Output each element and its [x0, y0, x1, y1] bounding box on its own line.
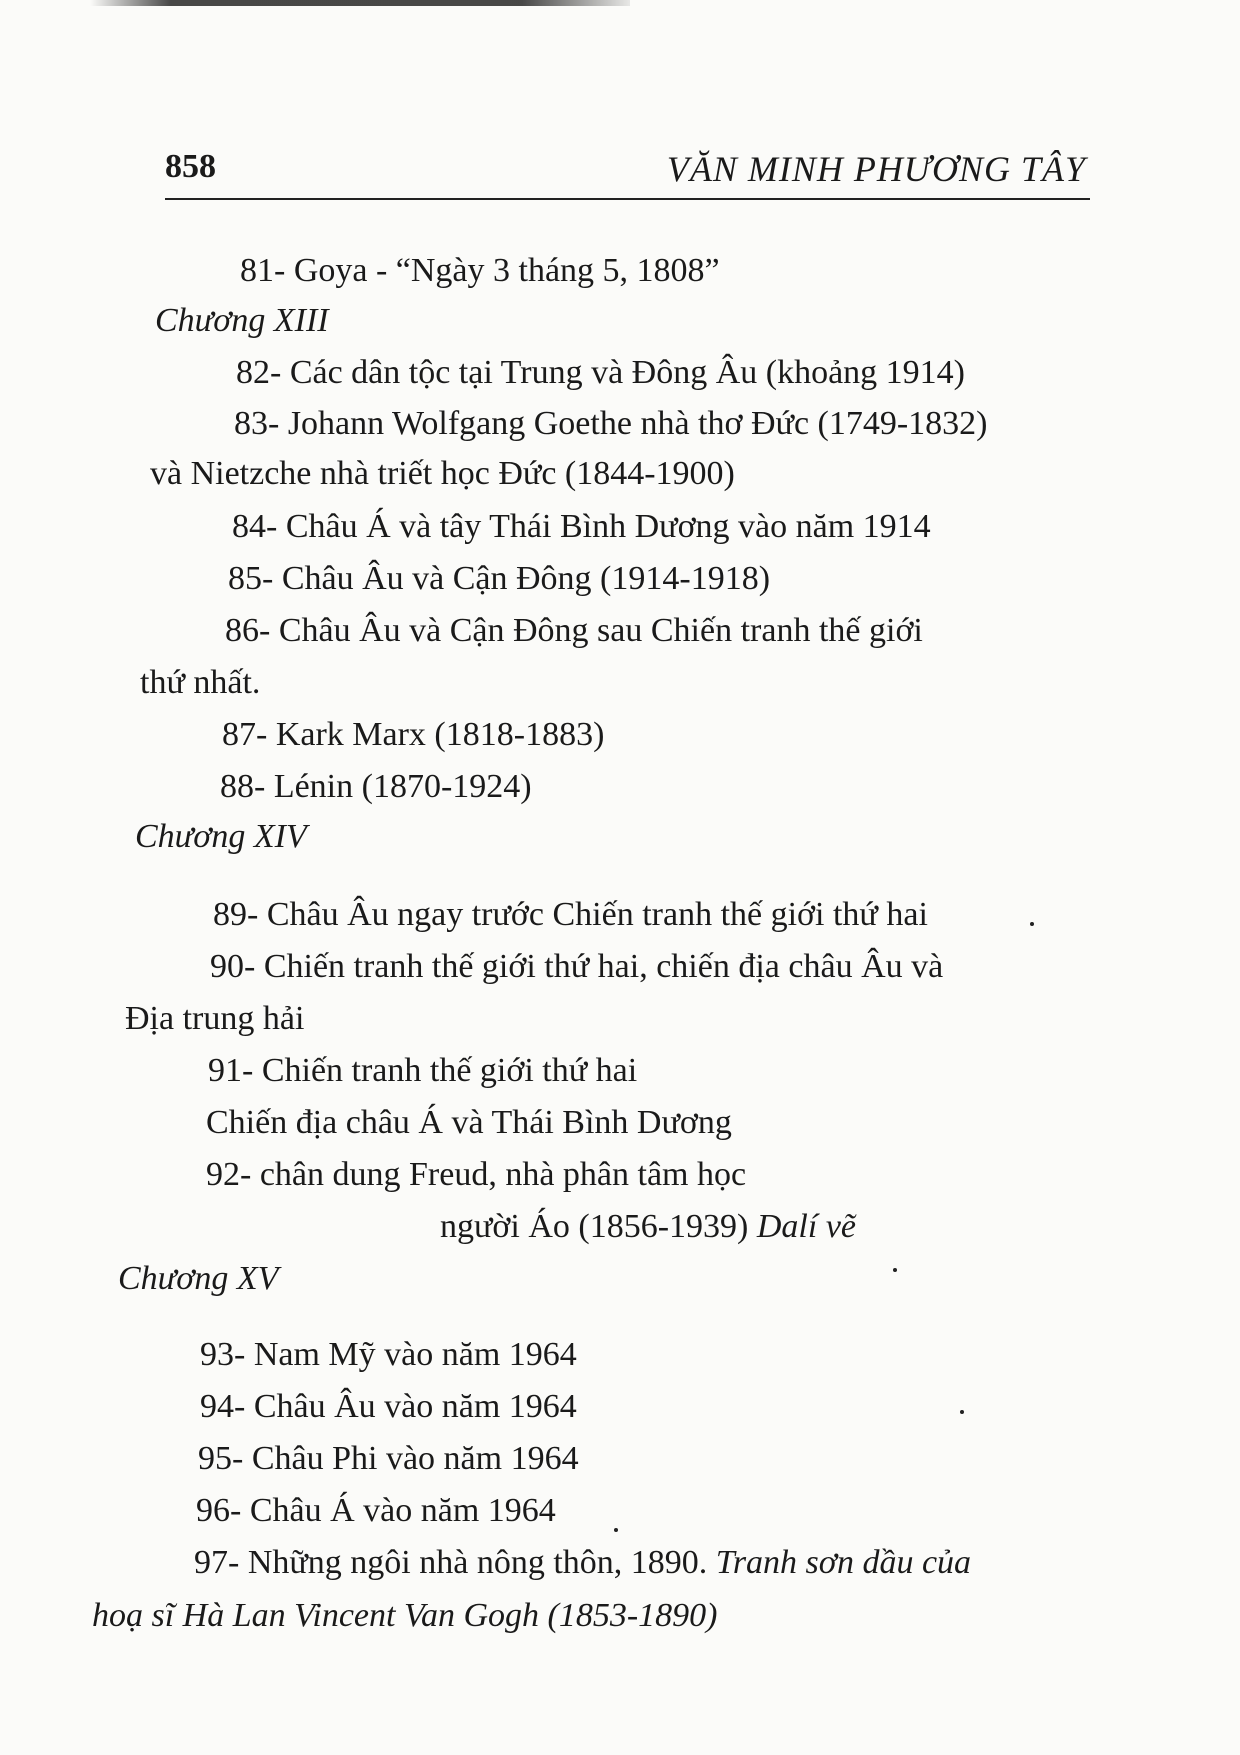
chapter-heading-xiii: Chương XIII: [155, 302, 329, 339]
caption-95: 95- Châu Phi vào năm 1964: [198, 1440, 579, 1477]
scan-speck: [960, 1410, 964, 1414]
running-title: VĂN MINH PHƯƠNG TÂY: [666, 149, 1086, 189]
caption-86: 86- Châu Âu và Cận Đông sau Chiến tranh thế giới: [225, 612, 923, 649]
caption-87: 87- Kark Marx (1818-1883): [222, 716, 605, 753]
caption-92: 92- chân dung Freud, nhà phân tâm học: [206, 1156, 747, 1193]
caption-88: 88- Lénin (1870-1924): [220, 768, 532, 805]
caption-81: 81- Goya - “Ngày 3 tháng 5, 1808”: [240, 252, 720, 289]
caption-97-title: 97- Những ngôi nhà nông thôn, 1890.: [194, 1544, 708, 1581]
caption-91: 91- Chiến tranh thế giới thứ hai: [208, 1052, 638, 1089]
caption-90: 90- Chiến tranh thế giới thứ hai, chiến địa châu Âu và: [210, 948, 944, 985]
caption-90-continued: Địa trung hải: [125, 1000, 305, 1037]
caption-83-continued: và Nietzche nhà triết học Đức (1844-1900): [150, 455, 735, 492]
caption-83: 83- Johann Wolfgang Goethe nhà thơ Đức (1749-1832): [234, 405, 988, 442]
scan-speck: [893, 1268, 897, 1272]
page-header: [165, 140, 1090, 200]
caption-97-medium: Tranh sơn dầu của: [715, 1544, 972, 1581]
caption-91-continued: Chiến địa châu Á và Thái Bình Dương: [206, 1104, 732, 1141]
scan-edge-shadow: [90, 0, 630, 6]
caption-89: 89- Châu Âu ngay trước Chiến tranh thế giới thứ hai: [213, 896, 928, 933]
caption-97: [194, 1544, 971, 1582]
chapter-heading-xv: Chương XV: [118, 1260, 279, 1297]
scan-speck: [1030, 922, 1034, 926]
caption-84: 84- Châu Á và tây Thái Bình Dương vào năm 1914: [232, 508, 931, 545]
caption-85: 85- Châu Âu và Cận Đông (1914-1918): [228, 560, 771, 597]
page-number: 858: [165, 148, 216, 185]
scan-speck: [614, 1528, 618, 1532]
caption-96: 96- Châu Á vào năm 1964: [196, 1492, 556, 1529]
caption-92-continued: [440, 1208, 856, 1246]
caption-86-continued: thứ nhất.: [140, 664, 261, 701]
chapter-heading-xiv: Chương XIV: [135, 818, 307, 855]
caption-93: 93- Nam Mỹ vào năm 1964: [200, 1336, 577, 1373]
caption-92-credit: người Áo (1856-1939): [440, 1208, 749, 1245]
caption-92-artist: Dalí vẽ: [756, 1208, 857, 1245]
caption-82: 82- Các dân tộc tại Trung và Đông Âu (khoảng 1914): [236, 354, 966, 391]
caption-97-continued: hoạ sĩ Hà Lan Vincent Van Gogh (1853-1890): [92, 1597, 718, 1634]
caption-94: 94- Châu Âu vào năm 1964: [200, 1388, 577, 1425]
